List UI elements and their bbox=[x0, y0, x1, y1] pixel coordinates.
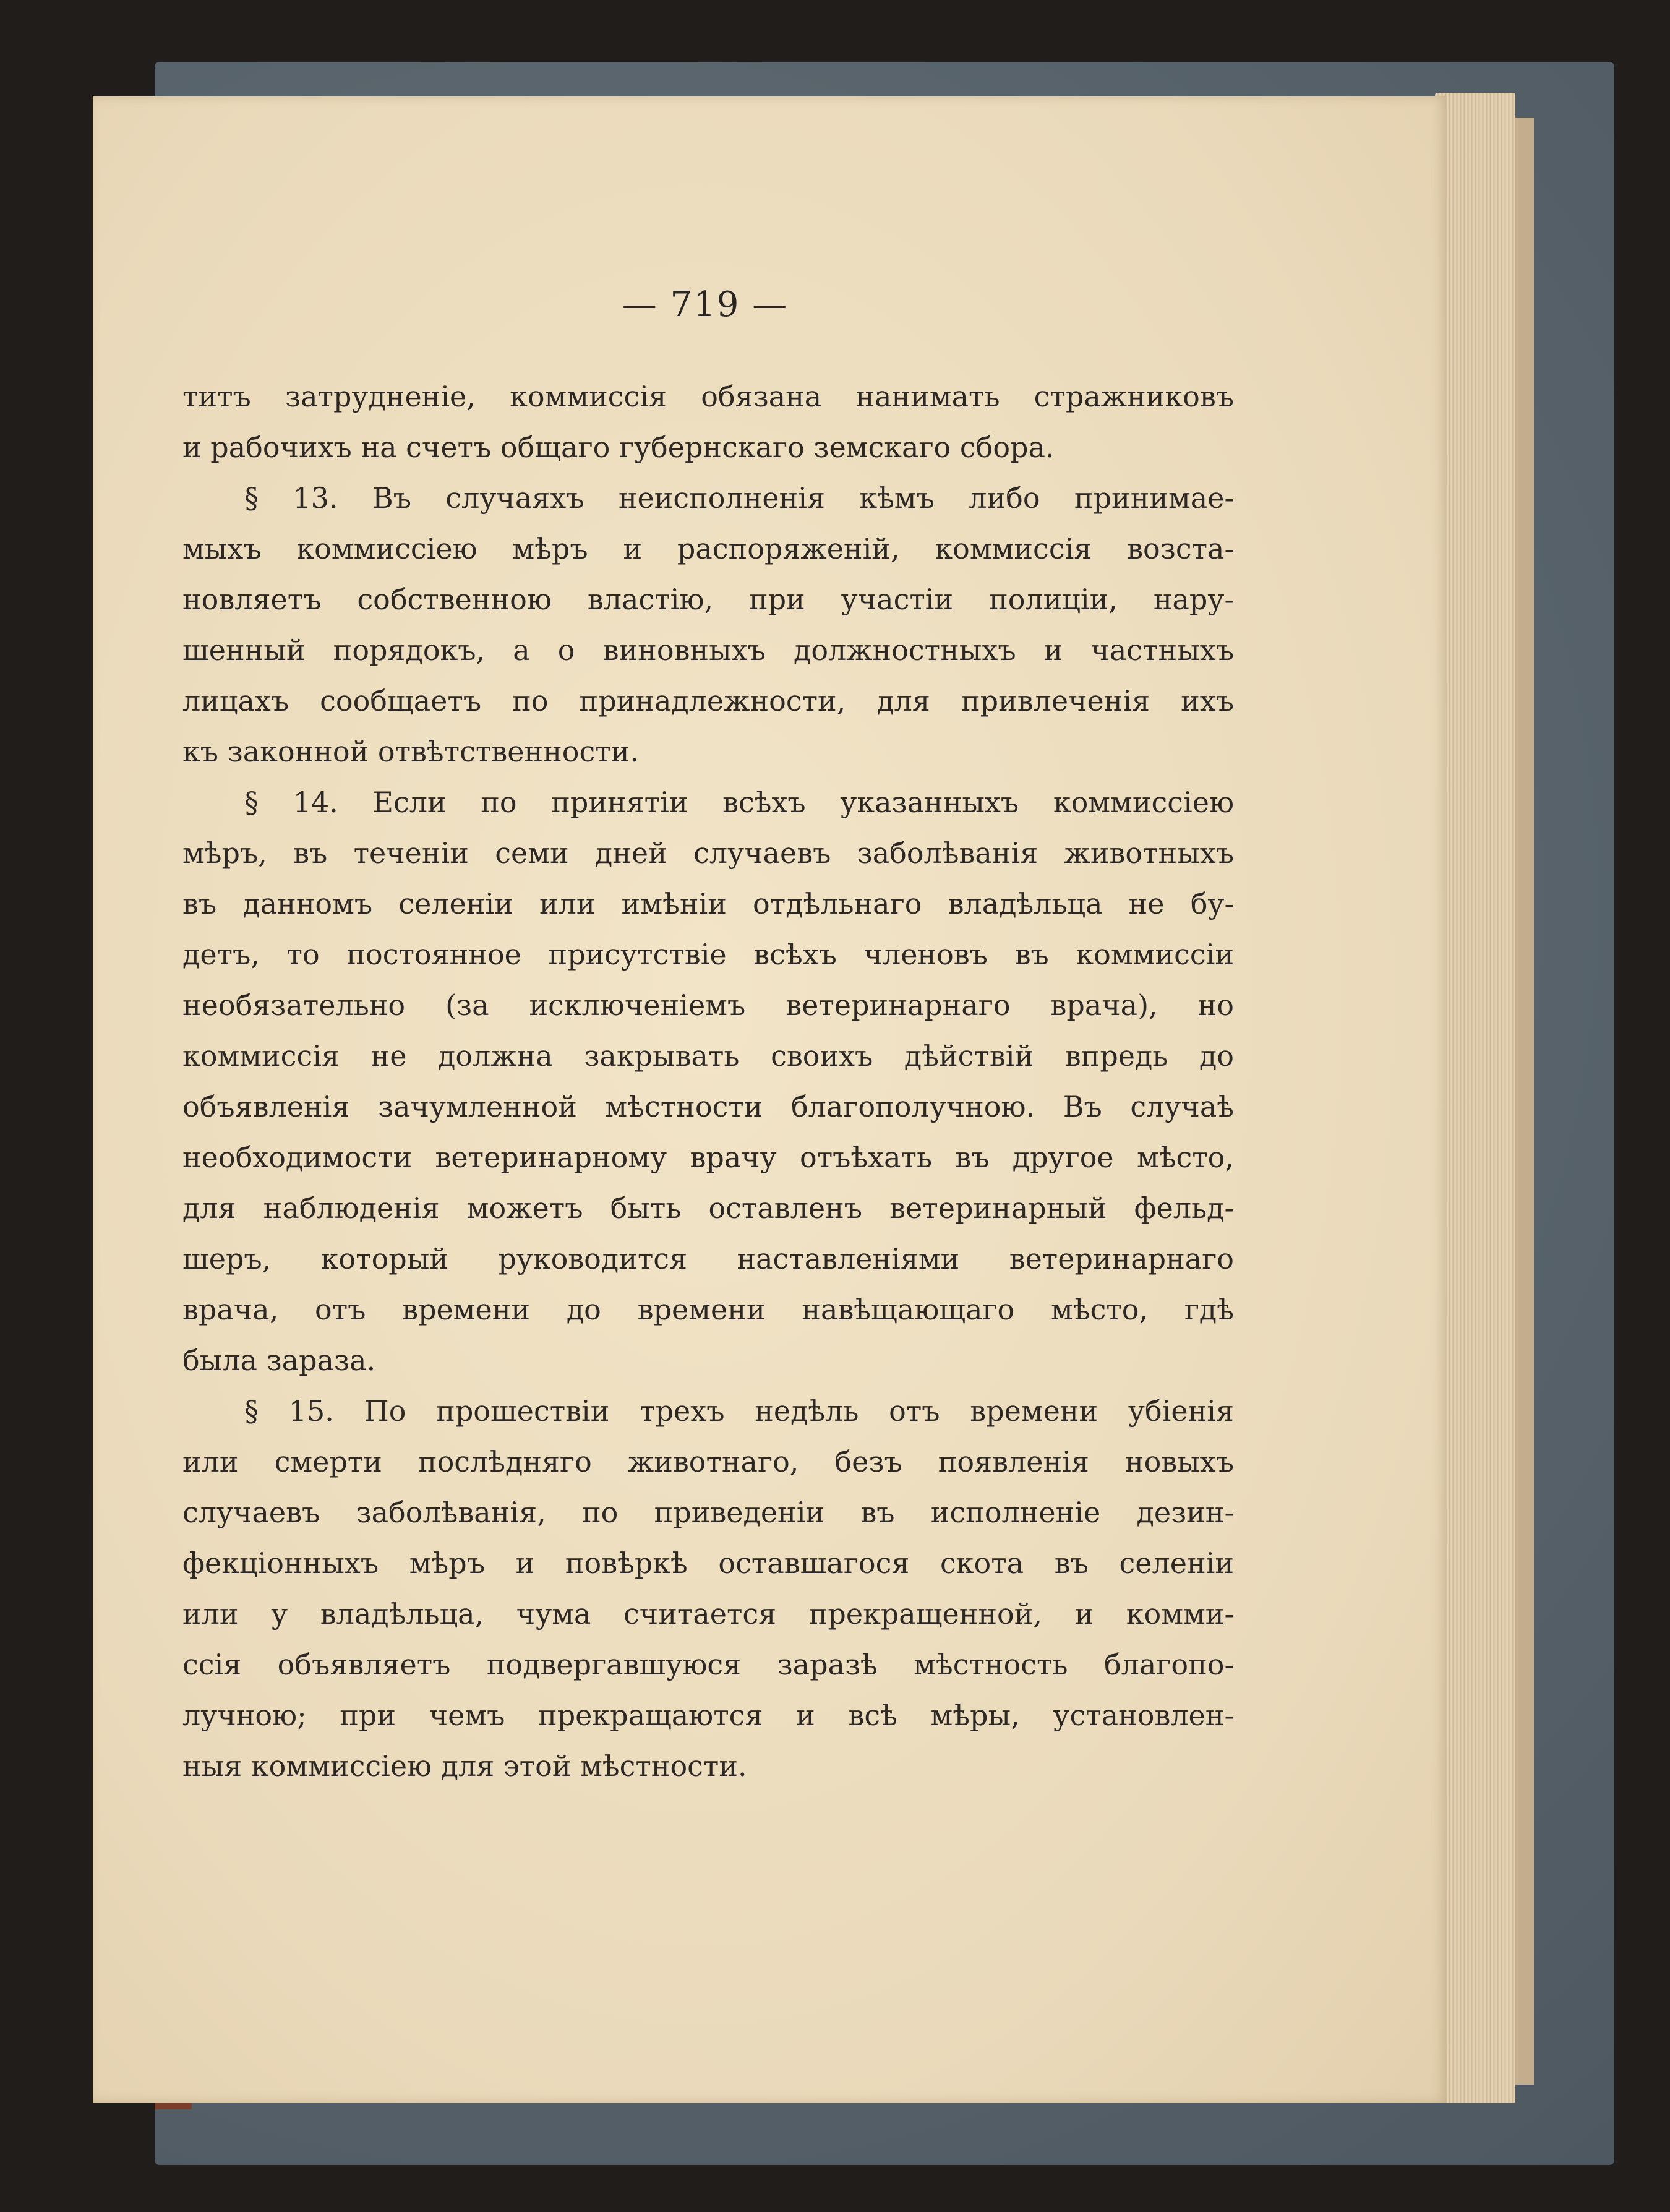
text-line: въ данномъ селеніи или имѣніи отдѣльнаго владѣльца не бу- bbox=[182, 887, 1234, 920]
page-number: — 719 — bbox=[622, 285, 789, 325]
text-line: лучною; при чемъ прекращаются и всѣ мѣры, установлен- bbox=[182, 1699, 1234, 1732]
text-line: шеръ, который руководится наставленіями ветеринарнаго bbox=[182, 1242, 1234, 1275]
text-line: и рабочихъ на счетъ общаго губернскаго земскаго сбора. bbox=[182, 431, 1055, 464]
text-line: была зараза. bbox=[182, 1344, 376, 1377]
text-line: шенный порядокъ, а о виновныхъ должностныхъ и частныхъ bbox=[182, 633, 1234, 667]
text-line: новляетъ собственною властію, при участіи полиціи, нару- bbox=[182, 583, 1234, 616]
text-line: титъ затрудненіе, коммиссія обязана нанимать стражниковъ bbox=[182, 380, 1234, 413]
text-line: детъ, то постоянное присутствіе всѣхъ членовъ въ коммиссіи bbox=[182, 938, 1234, 971]
text-line: мыхъ коммиссіею мѣръ и распоряженій, коммиссія возста- bbox=[182, 532, 1234, 565]
body-text bbox=[182, 371, 1234, 1791]
text-line: фекціонныхъ мѣръ и повѣркѣ оставшагося скота въ селеніи bbox=[182, 1546, 1234, 1580]
text-line: или смерти послѣдняго животнаго, безъ появленія новыхъ bbox=[182, 1445, 1234, 1478]
text-line: или у владѣльца, чума считается прекращенной, и комми- bbox=[182, 1597, 1234, 1631]
text-line: лицахъ сообщаетъ по принадлежности, для привлеченія ихъ bbox=[182, 684, 1234, 718]
text-line: случаевъ заболѣванія, по приведеніи въ исполненіе дезин- bbox=[182, 1496, 1234, 1529]
text-line: коммиссія не должна закрывать своихъ дѣйствій впредь до bbox=[182, 1039, 1234, 1073]
text-line: ныя коммиссіею для этой мѣстности. bbox=[182, 1749, 747, 1783]
text-line: § 13. Въ случаяхъ неисполненія кѣмъ либо принимае- bbox=[244, 481, 1234, 515]
text-line: къ законной отвѣтственности. bbox=[182, 735, 639, 768]
text-line: § 14. Если по принятіи всѣхъ указанныхъ коммиссіею bbox=[244, 786, 1234, 819]
text-line: врача, отъ времени до времени навѣщающаго мѣсто, гдѣ bbox=[182, 1293, 1234, 1326]
text-line: необходимости ветеринарному врачу отъѣхать въ другое мѣсто, bbox=[182, 1141, 1234, 1174]
text-line: для наблюденія можетъ быть оставленъ ветеринарный фельд- bbox=[182, 1191, 1234, 1225]
text-line: § 15. По прошествіи трехъ недѣль отъ времени убіенія bbox=[244, 1394, 1234, 1428]
text-line: необязательно (за исключеніемъ ветеринарнаго врача), но bbox=[182, 988, 1234, 1022]
text-line: объявленія зачумленной мѣстности благополучною. Въ случаѣ bbox=[182, 1090, 1234, 1123]
text-line: мѣръ, въ теченіи семи дней случаевъ заболѣванія животныхъ bbox=[182, 836, 1234, 870]
text-line: ссія объявляетъ подвергавшуюся заразѣ мѣстность благопо- bbox=[182, 1648, 1234, 1681]
